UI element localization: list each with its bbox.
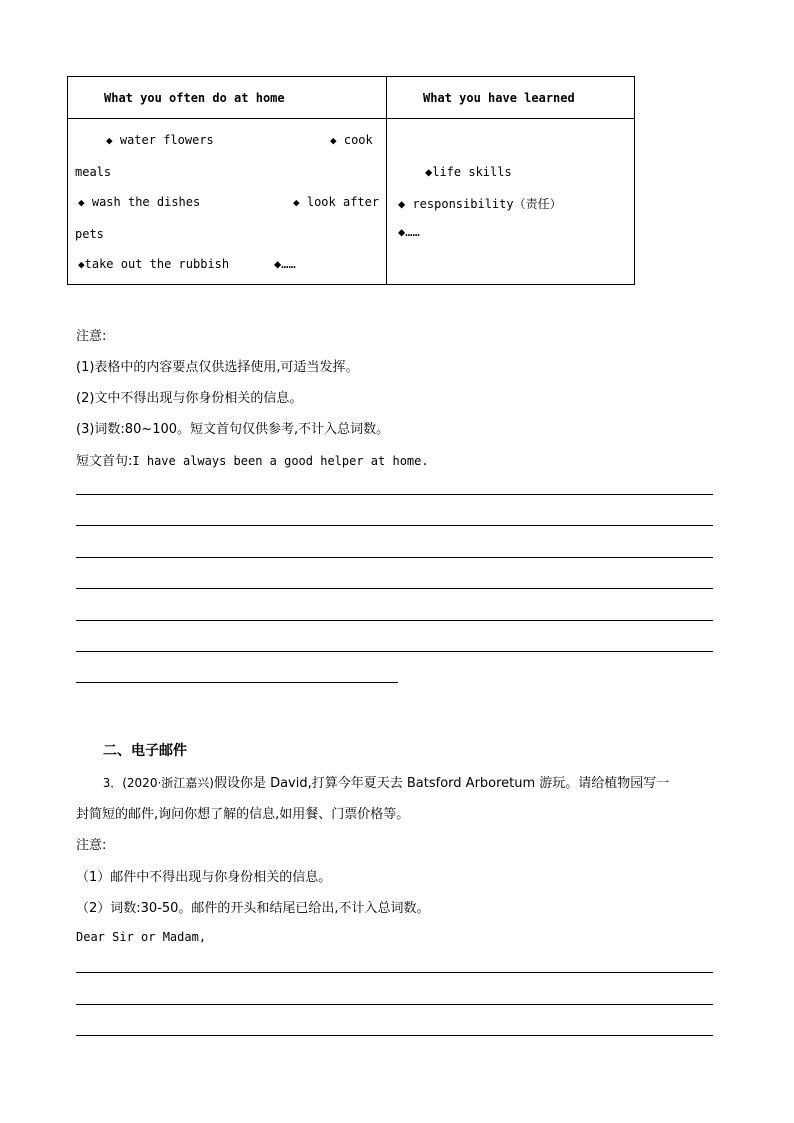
note-2: (2)文中不得出现与你身份相关的信息。 — [76, 391, 303, 406]
item-cook: ◆ cook — [330, 133, 373, 147]
answer-line[interactable] — [76, 588, 713, 589]
note-email-2: （2）词数:30-50。邮件的开头和结尾已给出,不计入总词数。 — [76, 901, 430, 916]
table-column-divider — [386, 77, 387, 284]
item-pets: pets — [75, 227, 104, 241]
item-water-flowers: ◆ water flowers — [106, 133, 214, 147]
diamond-bullet-icon: ◆ — [330, 134, 337, 147]
diamond-bullet-icon: ◆ — [78, 196, 85, 209]
notes-title-2: 注意: — [76, 838, 107, 853]
answer-line[interactable] — [76, 682, 398, 683]
item-take-out-rubbish: ◆take out the rubbish — [78, 257, 230, 271]
email-salutation: Dear Sir or Madam, — [76, 930, 207, 944]
note-email-1: （1）邮件中不得出现与你身份相关的信息。 — [76, 870, 332, 885]
answer-line[interactable] — [76, 1035, 713, 1036]
item-wash-dishes: ◆ wash the dishes — [78, 195, 201, 209]
diamond-bullet-icon: ◆ — [293, 196, 300, 209]
item-left-ellipsis: ◆…… — [274, 257, 296, 271]
note-1: (1)表格中的内容要点仅供选择使用,可适当发挥。 — [76, 360, 359, 375]
question-prompt: 3．(2020·浙江嘉兴)假设你是 David,打算今年夏天去 Batsford Arboretum 游玩。请给植物园写一 — [103, 776, 670, 791]
answer-line[interactable] — [76, 494, 713, 495]
table-header-left: What you often do at home — [104, 91, 285, 105]
item-meals: meals — [75, 165, 112, 179]
answer-line[interactable] — [76, 972, 713, 973]
table-header-divider — [68, 118, 634, 119]
note-3: (3)词数:80~100。短文首句仅供参考,不计入总词数。 — [76, 422, 390, 437]
question-prompt-cont: 封简短的邮件,询问你想了解的信息,如用餐、门票价格等。 — [76, 807, 410, 822]
section-heading: 二、电子邮件 — [103, 743, 187, 759]
item-responsibility: ◆ responsibility（责任） — [398, 197, 562, 211]
item-right-ellipsis: ◆…… — [398, 225, 420, 239]
answer-line[interactable] — [76, 651, 713, 652]
table-header-right: What you have learned — [423, 91, 575, 105]
item-life-skills: ◆life skills — [425, 165, 512, 179]
activities-table — [67, 76, 635, 285]
answer-line[interactable] — [76, 557, 713, 558]
first-sentence: 短文首句:I have always been a good helper at home. — [76, 454, 429, 469]
notes-title: 注意: — [76, 329, 107, 344]
item-look-after: ◆ look after — [293, 195, 380, 209]
answer-line[interactable] — [76, 620, 713, 621]
answer-line[interactable] — [76, 525, 713, 526]
diamond-bullet-icon: ◆ — [78, 258, 85, 271]
answer-line[interactable] — [76, 1004, 713, 1005]
diamond-bullet-icon: ◆ — [106, 134, 113, 147]
